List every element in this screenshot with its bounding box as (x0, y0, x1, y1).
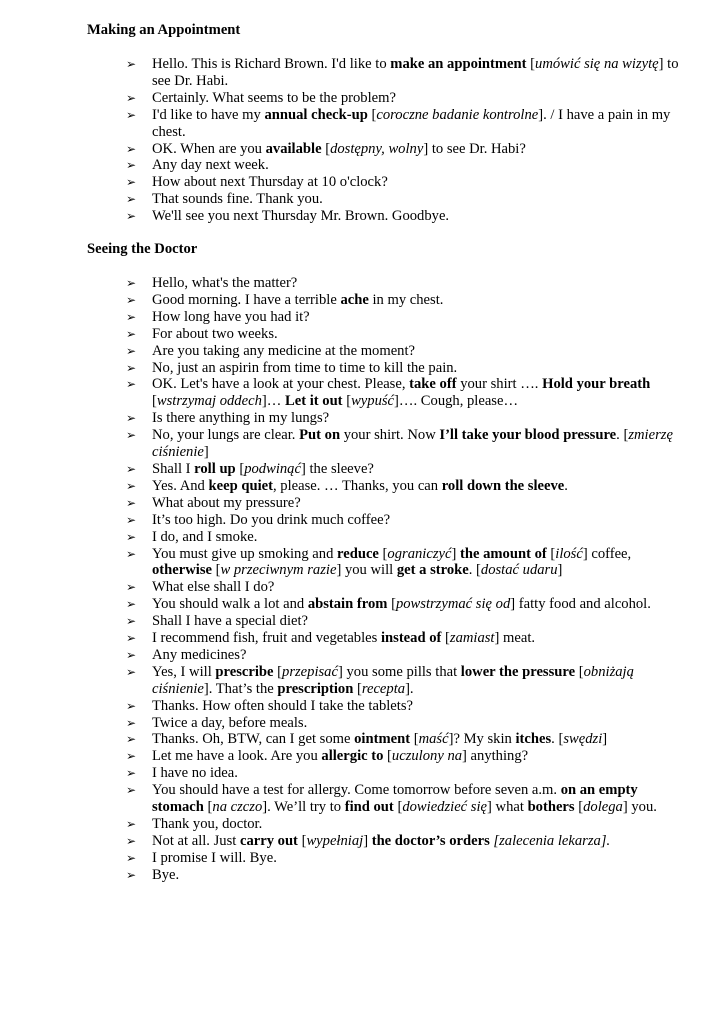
text-segment: How long have you had it? (152, 308, 310, 325)
arrow-bullet-icon: ➢ (126, 343, 137, 358)
key-phrase: annual check-up (264, 106, 368, 123)
text-segment: [ (273, 663, 283, 680)
translation: wstrzymaj oddech (156, 393, 262, 410)
key-phrase: itches (515, 731, 552, 748)
text-segment: ]. (405, 680, 414, 697)
dialogue-line (126, 613, 684, 630)
text-segment: ]. That’s the (203, 680, 278, 697)
arrow-bullet-icon: ➢ (126, 631, 137, 646)
translation: uczulony na (391, 748, 463, 765)
text-segment: [ (342, 393, 352, 410)
text-segment: I do, and I smoke. (152, 528, 258, 545)
text-segment: I have no idea. (152, 765, 238, 782)
arrow-bullet-icon: ➢ (126, 783, 137, 798)
key-phrase: ointment (354, 731, 411, 748)
translation: ilość (555, 545, 583, 562)
translation: dowiedzieć się (402, 799, 488, 816)
text-segment: I promise I will. Bye. (152, 849, 277, 866)
text-segment: ] what (487, 799, 528, 816)
arrow-bullet-icon: ➢ (126, 107, 137, 122)
text-segment: For about two weeks. (152, 325, 278, 342)
text-segment: [ (393, 799, 403, 816)
text-segment: ] you. (622, 799, 657, 816)
text-segment: [ (526, 56, 536, 72)
arrow-bullet-icon: ➢ (126, 529, 137, 544)
text-segment: What about my pressure? (152, 494, 301, 511)
arrow-bullet-icon: ➢ (126, 698, 137, 713)
appointment-dialogue-list (126, 56, 684, 225)
text-segment: in my chest. (368, 291, 444, 308)
arrow-bullet-icon: ➢ (126, 495, 137, 510)
dialogue-line (126, 512, 684, 529)
key-phrase: on an empty stomach (152, 782, 638, 816)
dialogue-line (126, 326, 684, 343)
text-segment: ] to see Dr. Habi? (423, 140, 526, 157)
dialogue-line (126, 208, 684, 225)
dialogue-line (126, 867, 684, 884)
dialogue-line (126, 495, 684, 512)
text-segment: ]… (261, 393, 285, 410)
text-segment: ] you some pills that (337, 663, 461, 680)
dialogue-line (126, 529, 684, 546)
key-phrase: make an appointment (390, 56, 527, 72)
dialogue-line (126, 579, 684, 596)
dialogue-line (126, 816, 684, 833)
dialogue-line (126, 664, 684, 698)
key-phrase: lower the pressure (460, 663, 576, 680)
dialogue-line (126, 343, 684, 360)
arrow-bullet-icon: ➢ (126, 614, 137, 629)
text-segment: ] meat. (494, 630, 536, 647)
text-segment: How about next Thursday at 10 o'clock? (152, 174, 388, 191)
dialogue-line (126, 715, 684, 732)
text-segment: Thanks. Oh, BTW, can I get some (152, 731, 355, 748)
key-phrase: find out (344, 799, 394, 816)
key-phrase: keep quiet (208, 477, 273, 494)
arrow-bullet-icon: ➢ (126, 647, 137, 662)
text-segment: ] (451, 545, 460, 562)
arrow-bullet-icon: ➢ (126, 309, 137, 324)
dialogue-line (126, 698, 684, 715)
text-segment: What else shall I do? (152, 579, 275, 596)
translation: wypuść (351, 393, 395, 410)
text-segment: ] fatty food and alcohol. (510, 596, 651, 613)
text-segment: ] anything? (462, 748, 529, 765)
key-phrase: I’ll take your blood pressure (439, 427, 617, 444)
dialogue-line (126, 292, 684, 309)
dialogue-line (126, 275, 684, 292)
text-segment: [ (353, 680, 362, 697)
text-segment: Bye. (152, 866, 180, 883)
text-segment: That sounds fine. Thank you. (152, 191, 323, 208)
arrow-bullet-icon: ➢ (126, 749, 137, 764)
dialogue-line (126, 157, 684, 174)
key-phrase: carry out (239, 832, 298, 849)
text-segment: ] (203, 444, 209, 461)
text-segment: Twice a day, before meals. (152, 714, 308, 731)
dialogue-line (126, 850, 684, 867)
text-segment: It’s too high. Do you drink much coffee? (152, 511, 391, 528)
doctor-dialogue-list (126, 275, 684, 884)
text-segment: Shall I have a special diet? (152, 613, 309, 630)
arrow-bullet-icon: ➢ (126, 766, 137, 781)
key-phrase: reduce (337, 545, 379, 562)
arrow-bullet-icon: ➢ (126, 461, 137, 476)
text-segment: Hello, what's the matter? (152, 275, 298, 291)
dialogue-line (126, 107, 684, 141)
arrow-bullet-icon: ➢ (126, 715, 137, 730)
dialogue-line (126, 630, 684, 647)
arrow-bullet-icon: ➢ (126, 57, 137, 71)
text-segment: . [ (616, 427, 629, 444)
translation: ograniczyć (387, 545, 452, 562)
text-segment: [ (203, 799, 213, 816)
translation: zmierzę ciśnienie (152, 427, 673, 461)
key-phrase: get a stroke (396, 562, 469, 579)
dialogue-line (126, 647, 684, 664)
text-segment: Yes, I will (152, 663, 216, 680)
translation: podwinąć (244, 460, 301, 477)
section-heading-seeing-doctor: Seeing the Doctor (87, 241, 198, 257)
translation: recepta (361, 680, 406, 697)
text-segment: Not at all. Just (152, 832, 240, 849)
translation: zamiast (449, 630, 495, 647)
dialogue-line (126, 174, 684, 191)
text-segment: [ (321, 140, 331, 157)
key-phrase: prescription (277, 680, 354, 697)
text-segment: ] you will (336, 562, 397, 579)
dialogue-line (126, 309, 684, 326)
arrow-bullet-icon: ➢ (126, 377, 137, 392)
translation: przepisać (282, 663, 338, 680)
arrow-bullet-icon: ➢ (126, 141, 137, 156)
key-phrase: Let it out (284, 393, 343, 410)
text-segment: We'll see you next Thursday Mr. Brown. Goodbye. (152, 208, 450, 225)
text-segment: [ (383, 748, 392, 765)
dialogue-line (126, 546, 684, 580)
text-segment: Any day next week. (152, 157, 269, 174)
key-phrase: roll down the sleeve (441, 477, 565, 494)
key-phrase: the doctor’s orders (371, 832, 490, 849)
text-segment: Let me have a look. Are you (152, 748, 322, 765)
dialogue-line (126, 376, 684, 410)
text-segment: ] the sleeve? (300, 460, 374, 477)
key-phrase: roll up (194, 460, 236, 477)
text-segment: Any medicines? (152, 646, 247, 663)
text-segment: [ (367, 106, 377, 123)
dialogue-line (126, 410, 684, 427)
text-segment: [ (211, 562, 221, 579)
dialogue-line (126, 191, 684, 208)
text-segment: your shirt …. (456, 376, 543, 393)
key-phrase: take off (409, 376, 457, 393)
text-segment: [ (387, 596, 396, 613)
arrow-bullet-icon: ➢ (126, 546, 137, 561)
text-segment: You should have a test for allergy. Come tomorrow before seven a.m. (152, 782, 561, 799)
dialogue-line (126, 782, 684, 816)
dialogue-line (126, 478, 684, 495)
text-segment: [ (546, 545, 556, 562)
text-segment: Good morning. I have a terrible (152, 291, 341, 308)
dialogue-line (126, 56, 684, 90)
text-segment: [ (297, 832, 307, 849)
text-segment: ] (363, 832, 372, 849)
text-segment: Certainly. What seems to be the problem? (152, 89, 396, 106)
text-segment: [ (378, 545, 388, 562)
text-segment: ] (602, 731, 608, 748)
arrow-bullet-icon: ➢ (126, 580, 137, 595)
text-segment: ] (557, 562, 563, 579)
text-segment: [ (441, 630, 450, 647)
text-segment: ]…. Cough, please… (394, 393, 519, 410)
arrow-bullet-icon: ➢ (126, 597, 137, 612)
text-segment: I'd like to have my (152, 106, 265, 123)
translation: dostępny, wolny (330, 140, 424, 157)
dialogue-line (126, 596, 684, 613)
text-segment: . [ (551, 731, 564, 748)
text-segment: ] coffee, (582, 545, 632, 562)
text-segment: Yes. And (152, 477, 209, 494)
text-segment: ]? My skin (448, 731, 516, 748)
text-segment: No, your lungs are clear. (152, 427, 300, 444)
text-segment: ] to see Dr. Habi. (152, 56, 679, 89)
text-segment: [ (235, 460, 245, 477)
arrow-bullet-icon: ➢ (126, 276, 137, 290)
arrow-bullet-icon: ➢ (126, 850, 137, 865)
key-phrase: otherwise (152, 562, 212, 579)
key-phrase: available (265, 140, 322, 157)
dialogue-line (126, 141, 684, 158)
text-segment: Hello. This is Richard Brown. I'd like to (152, 56, 391, 72)
arrow-bullet-icon: ➢ (126, 175, 137, 190)
text-segment: [ (574, 799, 584, 816)
translation: [zalecenia lekarza]. (493, 832, 611, 849)
arrow-bullet-icon: ➢ (126, 326, 137, 341)
dialogue-line (126, 90, 684, 107)
dialogue-line (126, 748, 684, 765)
arrow-bullet-icon: ➢ (126, 664, 137, 679)
arrow-bullet-icon: ➢ (126, 90, 137, 105)
text-segment: . [ (468, 562, 481, 579)
text-segment: your shirt. Now (340, 427, 440, 444)
text-segment: Are you taking any medicine at the moment? (152, 342, 416, 359)
translation: w przeciwnym razie (220, 562, 337, 579)
arrow-bullet-icon: ➢ (126, 817, 137, 831)
arrow-bullet-icon: ➢ (126, 732, 137, 747)
text-segment: [ (152, 393, 157, 410)
text-segment: Thank you, doctor. (152, 816, 263, 832)
arrow-bullet-icon: ➢ (126, 867, 137, 882)
translation: maść (418, 731, 449, 748)
arrow-bullet-icon: ➢ (126, 411, 137, 426)
arrow-bullet-icon: ➢ (126, 158, 137, 173)
key-phrase: allergic to (321, 748, 384, 765)
key-phrase: Put on (299, 427, 341, 444)
dialogue-line (126, 461, 684, 478)
arrow-bullet-icon: ➢ (126, 833, 137, 848)
key-phrase: prescribe (215, 663, 274, 680)
translation: dolega (583, 799, 623, 816)
text-segment: ]. We’ll try to (262, 799, 345, 816)
arrow-bullet-icon: ➢ (126, 209, 137, 224)
text-segment: Is there anything in my lungs? (152, 410, 330, 427)
arrow-bullet-icon: ➢ (126, 478, 137, 493)
arrow-bullet-icon: ➢ (126, 192, 137, 207)
arrow-bullet-icon: ➢ (126, 512, 137, 527)
translation: na czczo (212, 799, 263, 816)
dialogue-line (126, 765, 684, 782)
text-segment: OK. When are you (152, 140, 266, 157)
translation: coroczne badanie kontrolne (376, 106, 539, 123)
dialogue-line (126, 731, 684, 748)
translation: obniżają ciśnienie (152, 663, 634, 697)
key-phrase: Hold your breath (542, 376, 651, 393)
text-segment: [ (575, 663, 584, 680)
translation: powstrzymać się od (395, 596, 511, 613)
text-segment: No, just an aspirin from time to time to kill the pain. (152, 359, 458, 376)
key-phrase: bothers (527, 799, 575, 816)
dialogue-line (126, 360, 684, 377)
translation: swędzi (563, 731, 603, 748)
translation: umówić się na wizytę (535, 56, 659, 72)
key-phrase: ache (340, 291, 369, 308)
translation: wypełniaj (306, 832, 364, 849)
text-segment: You must give up smoking and (152, 545, 338, 562)
key-phrase: the amount of (459, 545, 547, 562)
text-segment: Thanks. How often should I take the tablets? (152, 697, 413, 714)
text-segment: , please. … Thanks, you can (272, 477, 442, 494)
section-heading-making-appointment: Making an Appointment (87, 22, 241, 38)
dialogue-line (126, 427, 684, 461)
text-segment: ]. / I have a pain in my chest. (152, 106, 671, 140)
arrow-bullet-icon: ➢ (126, 360, 137, 375)
translation: dostać udaru (480, 562, 558, 579)
text-segment: OK. Let's have a look at your chest. Please, (152, 376, 410, 393)
arrow-bullet-icon: ➢ (126, 428, 137, 443)
text-segment: . (564, 477, 568, 494)
text-segment: I recommend fish, fruit and vegetables (152, 630, 381, 647)
arrow-bullet-icon: ➢ (126, 292, 137, 307)
text-segment: [ (410, 731, 419, 748)
key-phrase: instead of (380, 630, 442, 647)
key-phrase: abstain from (307, 596, 388, 613)
text-segment: Shall I (152, 460, 195, 477)
dialogue-line (126, 833, 684, 850)
text-segment: You should walk a lot and (152, 596, 308, 613)
